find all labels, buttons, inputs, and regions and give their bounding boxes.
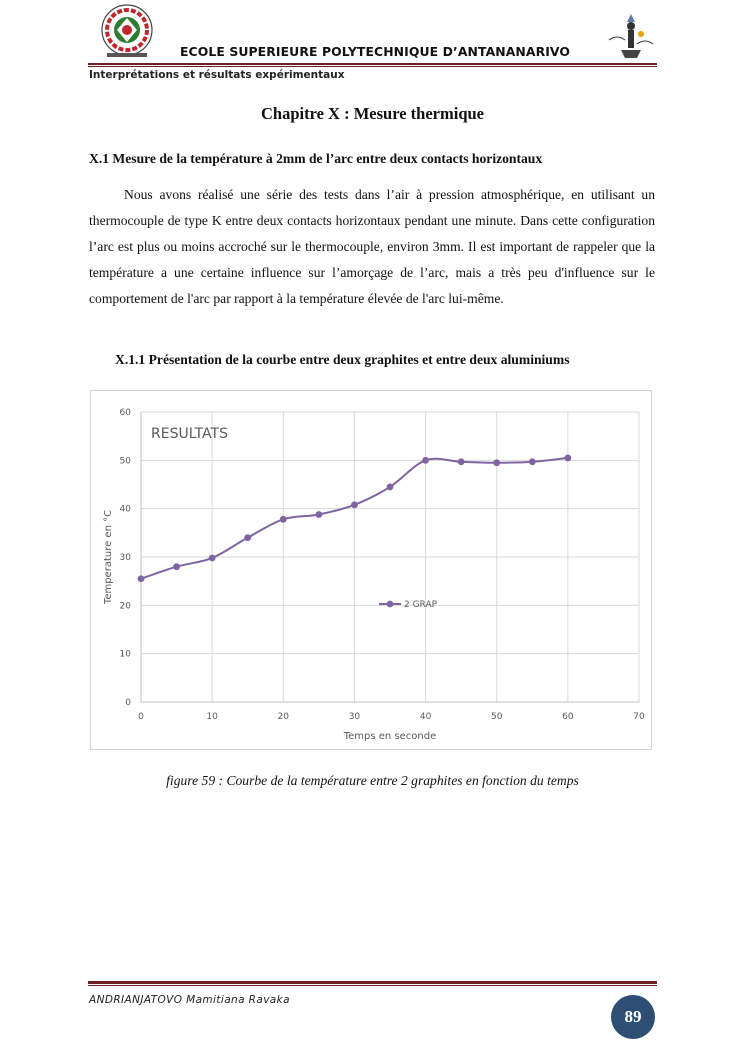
school-name: ECOLE SUPERIEURE POLYTECHNIQUE D’ANTANANARIVO xyxy=(179,44,571,59)
data-point xyxy=(564,455,571,462)
y-tick-label: 10 xyxy=(119,649,131,660)
data-point xyxy=(458,458,465,465)
data-point xyxy=(387,484,394,491)
temperature-chart xyxy=(90,390,652,750)
data-point xyxy=(529,458,536,465)
data-point xyxy=(351,501,358,508)
school-logo xyxy=(99,4,155,60)
chart-title: RESULTATS xyxy=(151,426,228,442)
header-divider-thin xyxy=(88,66,657,67)
y-tick-label: 20 xyxy=(119,601,131,612)
page-number-badge: 89 xyxy=(611,995,655,1039)
data-point xyxy=(493,459,500,466)
y-axis-title: Temperature en °C xyxy=(103,509,114,605)
chart-legend xyxy=(379,600,438,610)
x-tick-label: 50 xyxy=(490,712,503,722)
data-point xyxy=(422,457,429,464)
x-tick-label: 70 xyxy=(633,712,645,722)
author-name: ANDRIANJATOVO Mamitiana Ravaka xyxy=(89,994,290,1006)
chapter-title: Chapitre X : Mesure thermique xyxy=(260,104,485,123)
x-tick-label: 40 xyxy=(419,712,432,722)
figure-caption: figure 59 : Courbe de la température entre 2 graphites en fonction du temps xyxy=(166,773,579,788)
y-tick-label: 40 xyxy=(119,504,131,515)
partner-logo xyxy=(605,10,657,66)
y-tick-label: 0 xyxy=(125,698,131,708)
body-paragraph: Nous avons réalisé une série des tests dans l’air à pression atmosphérique, en utilisant un thermocouple de type K entre deux contacts horizontaux pendant une minute. Dans cette configuration l’arc est plus ou moins accroché sur le thermocouple, environ 3mm. Il est important de rappeler que la température a une certaine influence sur l’amorçage de l’arc, mais a très peu d'influence sur le comportement de l'arc par rapport à la température élevée de l'arc lui-même. xyxy=(89,187,655,306)
x-tick-label: 20 xyxy=(277,712,290,722)
running-head: Interprétations et résultats expérimentaux xyxy=(89,69,345,81)
x-tick-label: 30 xyxy=(348,712,361,722)
data-point xyxy=(138,575,145,582)
legend-marker xyxy=(387,601,394,608)
footer-divider-thin xyxy=(88,985,657,986)
footer-divider xyxy=(88,981,657,984)
legend-label: 2 GRAP xyxy=(404,600,438,610)
data-point xyxy=(315,511,322,518)
subsection-heading: X.1.1 Présentation de la courbe entre deux graphites et entre deux aluminiums xyxy=(115,352,570,367)
x-tick-label: 60 xyxy=(562,712,574,722)
data-point xyxy=(209,555,216,562)
y-tick-label: 30 xyxy=(119,553,131,563)
data-point xyxy=(280,516,287,523)
x-tick-label: 10 xyxy=(206,712,218,722)
x-axis-title: Temps en seconde xyxy=(343,731,437,742)
section-heading: X.1 Mesure de la température à 2mm de l’arc entre deux contacts horizontaux xyxy=(89,151,543,166)
y-tick-label: 60 xyxy=(119,408,131,418)
header-divider xyxy=(88,63,657,65)
y-tick-label: 50 xyxy=(119,456,131,467)
data-point xyxy=(173,563,180,570)
data-point xyxy=(244,534,251,541)
x-tick-label: 0 xyxy=(138,712,144,722)
